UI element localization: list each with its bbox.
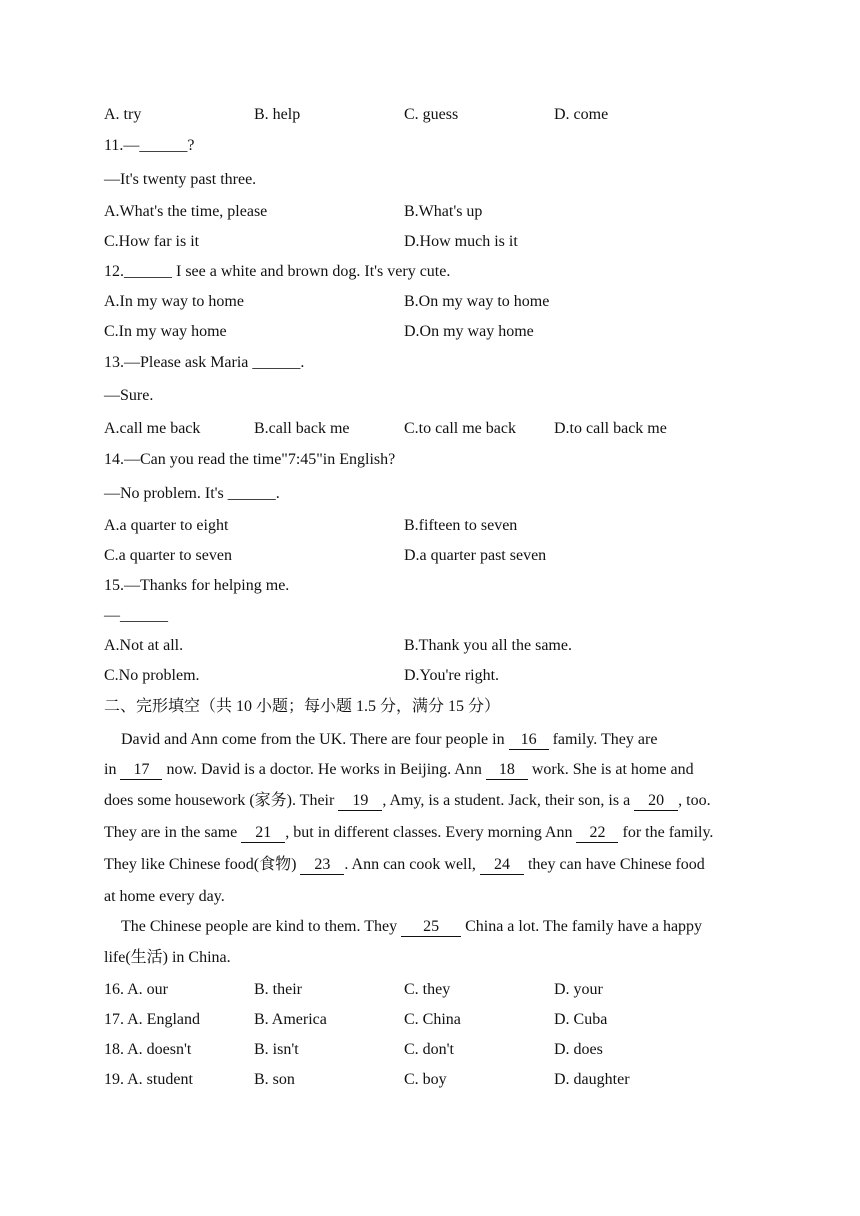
passage-text: China a lot. The family have a happy [461, 918, 703, 935]
q17-option-b: B. America [254, 1011, 327, 1028]
passage-line-6: at home every day. [104, 888, 225, 905]
q13-reply: —Sure. [104, 387, 154, 404]
q10-option-d: D. come [554, 106, 609, 123]
q17-option-a: 17. A. England [104, 1011, 200, 1028]
q19-option-b: B. son [254, 1071, 295, 1088]
q14-option-d: D.a quarter past seven [404, 547, 547, 564]
blank-20: 20 [634, 792, 678, 811]
q15-option-d: D.You're right. [404, 667, 500, 684]
q11-option-c: C.How far is it [104, 233, 200, 250]
blank-17: 17 [120, 761, 162, 780]
passage-text: They are in the same [104, 824, 242, 841]
passage-text: , too. [678, 792, 711, 809]
q19-option-d: D. daughter [554, 1071, 630, 1088]
q14-reply: —No problem. It's ______. [104, 485, 280, 502]
q14-option-c: C.a quarter to seven [104, 547, 232, 564]
q14-stem: 14.—Can you read the time"7:45"in English? [104, 451, 396, 468]
passage-text: The Chinese people are kind to them. They [121, 918, 402, 935]
q16-option-a: 16. A. our [104, 981, 168, 998]
passage-line-8: life(生活) in China. [104, 949, 231, 966]
blank-25: 25 [401, 918, 461, 937]
passage-line-2 [104, 760, 764, 780]
q11-option-b: B.What's up [404, 203, 483, 220]
passage-text: in [104, 761, 121, 778]
q10-option-c: C. guess [404, 106, 459, 123]
blank-19: 19 [338, 792, 382, 811]
passage-text: for the family. [618, 824, 714, 841]
passage-text: does some housework (家务). Their [104, 792, 339, 809]
q12-option-a: A.In my way to home [104, 293, 244, 310]
section-heading: 二、完形填空（共 10 小题；每小题 1.5 分，满分 15 分） [104, 698, 501, 715]
passage-text: work. She is at home and [527, 761, 694, 778]
passage-line-4 [104, 823, 764, 843]
q12-option-d: D.On my way home [404, 323, 534, 340]
passage-line-3 [104, 791, 764, 811]
q14-option-b: B.fifteen to seven [404, 517, 518, 534]
q15-option-c: C.No problem. [104, 667, 200, 684]
q15-option-a: A.Not at all. [104, 637, 184, 654]
q15-reply: —______ [104, 607, 168, 624]
q12-option-b: B.On my way to home [404, 293, 550, 310]
q10-option-b: B. help [254, 106, 301, 123]
blank-24: 24 [480, 856, 524, 875]
q17-option-d: D. Cuba [554, 1011, 608, 1028]
q18-option-b: B. isn't [254, 1041, 299, 1058]
passage-text: They like Chinese food(食物) [104, 856, 301, 873]
q11-option-d: D.How much is it [404, 233, 518, 250]
passage-line-7 [121, 917, 781, 937]
q16-option-c: C. they [404, 981, 451, 998]
blank-16: 16 [509, 731, 549, 750]
passage-text: David and Ann come from the UK. There are four people in [121, 731, 509, 748]
q10-option-a: A. try [104, 106, 142, 123]
q13-option-a: A.call me back [104, 420, 201, 437]
passage-text: . Ann can cook well, [344, 856, 480, 873]
q12-option-c: C.In my way home [104, 323, 227, 340]
q13-option-d: D.to call back me [554, 420, 667, 437]
blank-22: 22 [576, 824, 618, 843]
q16-option-d: D. your [554, 981, 603, 998]
q11-reply: —It's twenty past three. [104, 171, 257, 188]
passage-text: now. David is a doctor. He works in Beijing. Ann [162, 761, 486, 778]
passage-line-5 [104, 855, 764, 875]
q11-stem: 11.—______? [104, 137, 195, 154]
q19-option-c: C. boy [404, 1071, 447, 1088]
passage-line-1 [121, 730, 781, 750]
q17-option-c: C. China [404, 1011, 461, 1028]
q13-option-b: B.call back me [254, 420, 350, 437]
blank-23: 23 [300, 856, 344, 875]
q11-option-a: A.What's the time, please [104, 203, 268, 220]
blank-21: 21 [241, 824, 285, 843]
passage-text: , Amy, is a student. Jack, their son, is a [382, 792, 635, 809]
q15-option-b: B.Thank you all the same. [404, 637, 572, 654]
blank-18: 18 [486, 761, 528, 780]
q13-stem: 13.—Please ask Maria ______. [104, 354, 305, 371]
passage-text: they can have Chinese food [523, 856, 705, 873]
q13-option-c: C.to call me back [404, 420, 516, 437]
passage-text: family. They are [548, 731, 658, 748]
q18-option-d: D. does [554, 1041, 603, 1058]
q18-option-a: 18. A. doesn't [104, 1041, 192, 1058]
q18-option-c: C. don't [404, 1041, 454, 1058]
q19-option-a: 19. A. student [104, 1071, 193, 1088]
q14-option-a: A.a quarter to eight [104, 517, 229, 534]
passage-text: , but in different classes. Every morning Ann [285, 824, 577, 841]
q15-stem: 15.—Thanks for helping me. [104, 577, 290, 594]
q16-option-b: B. their [254, 981, 302, 998]
q12-stem: 12.______ I see a white and brown dog. It's very cute. [104, 263, 451, 280]
